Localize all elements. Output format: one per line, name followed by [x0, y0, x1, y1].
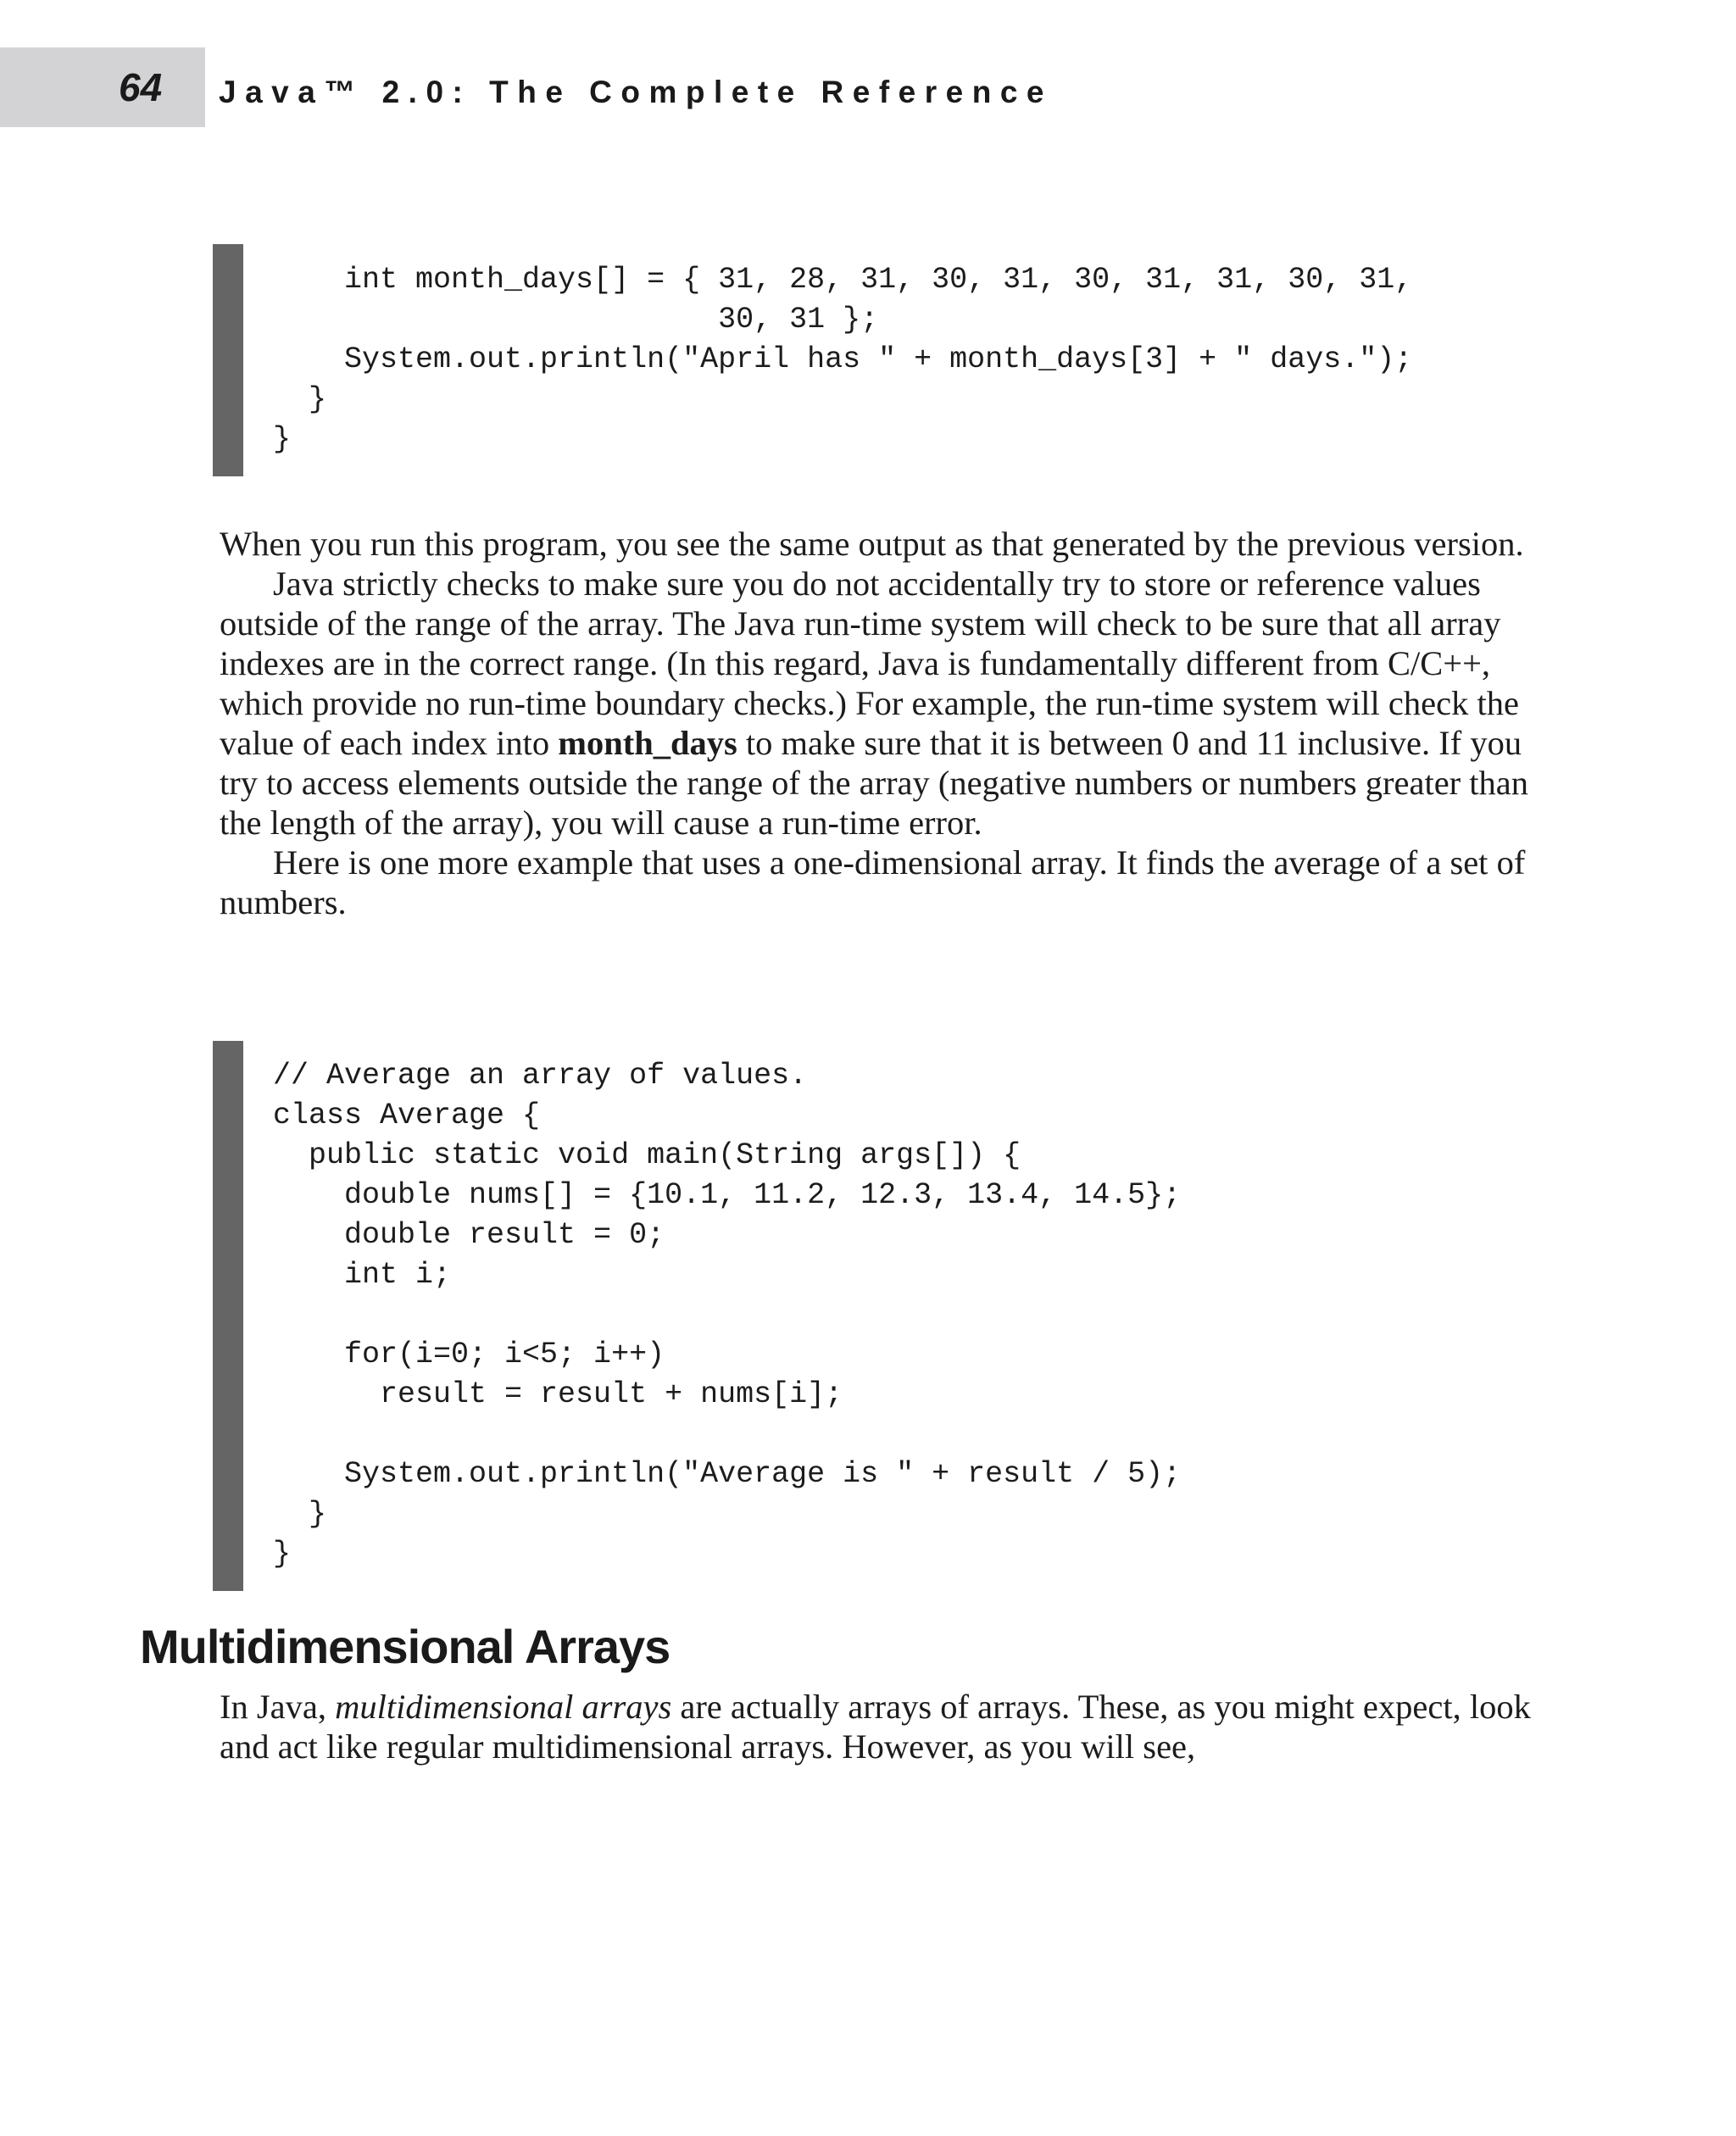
section-paragraph: [220, 1687, 1542, 1766]
body-text: [220, 524, 1542, 922]
running-title: Java™ 2.0: The Complete Reference: [219, 75, 1053, 109]
section-paragraph-text-a: In Java,: [220, 1688, 336, 1726]
paragraph-2-text-b: to make sure that it is between 0 and 11 inclusive. If you try to access elements outside the range of the array (negative numbers or numbers greater than the length of the array), you will cause a run-time error.: [220, 724, 1529, 842]
paragraph-2: [220, 564, 1542, 843]
section-body: [220, 1687, 1542, 1766]
paragraph-3: Here is one more example that uses a one-dimensional array. It finds the average of a set of numbers.: [220, 843, 1526, 921]
code-block-2: // Average an array of values. class Average { public static void main(String args[]) { double nums[] = {10.1, 11.2, 12.3, 13.4, 14.5}; double result = 0; int i; for(i=0; i<5; i++) result = result + nums[i]; System.out.println("Average is " + result / 5); } }: [273, 1059, 1182, 1571]
code-block-1: int month_days[] = { 31, 28, 31, 30, 31, 30, 31, 31, 30, 31, 30, 31 }; System.out.println("April has " + month_days[3] + " days."); } }: [273, 263, 1413, 456]
paragraph-1: When you run this program, you see the same output as that generated by the previous version.: [220, 525, 1524, 563]
page-number: 64: [119, 65, 163, 109]
code-bar-1: [213, 244, 243, 476]
paragraph-2-text-a: Java strictly checks to make sure you do not accidentally try to store or reference values outside of the range of the array. The Java run-time system will check to be sure that all array indexes are in the correct range. (In this regard, Java is fundamentally different from C/C++, which provide no run-time boundary checks.) For example, the run-time system will check the value of each index into: [220, 565, 1519, 762]
identifier-month-days: month_days: [558, 724, 737, 762]
section-heading: Multidimensional Arrays: [140, 1620, 670, 1673]
section-paragraph-text-b: are actually arrays of arrays. These, as you might expect, look and act like regular multidimensional arrays. However, as you will see,: [220, 1688, 1531, 1766]
code-bar-2: [213, 1041, 243, 1591]
term-multidimensional-arrays: multidimensional arrays: [335, 1688, 672, 1726]
header-tab: [0, 47, 205, 127]
